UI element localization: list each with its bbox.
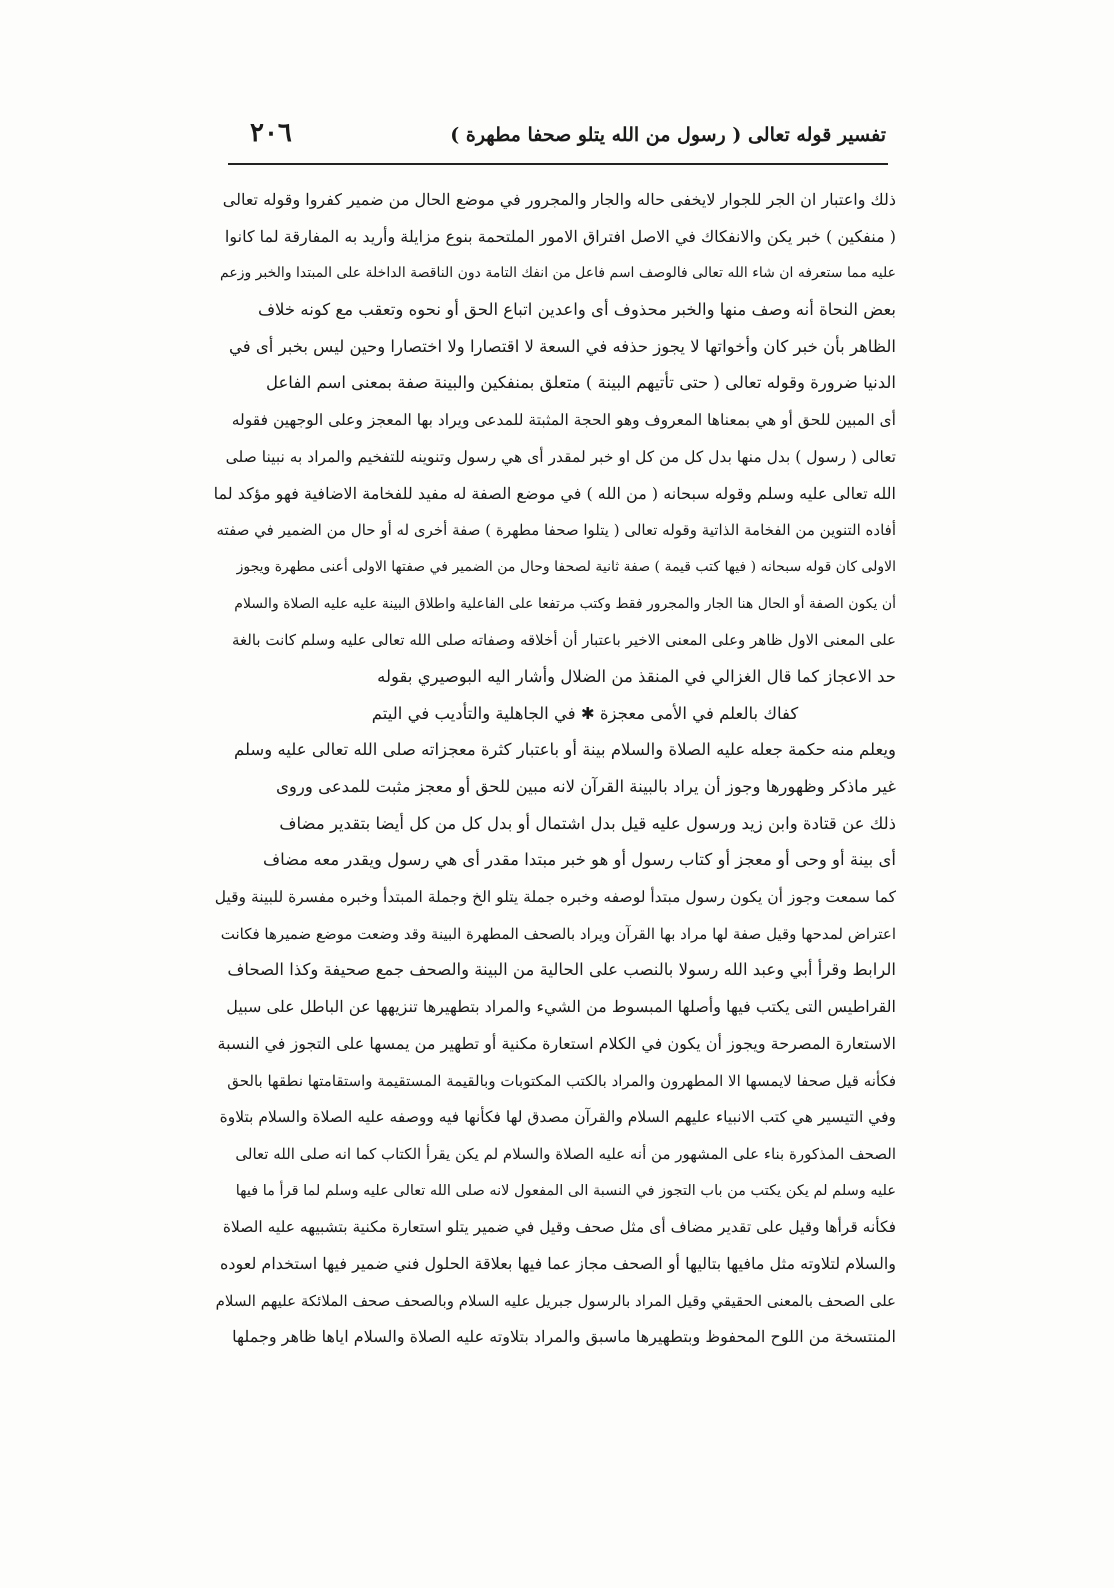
text-line: عليه وسلم لم يكن يكتب من باب التجوز في النسبة الى المفعول لانه صلى الله تعالى عليه وسلم لما قرأ ما فيها bbox=[235, 1182, 896, 1199]
running-title: تفسير قوله تعالى ( رسول من الله يتلو صحفا مطهرة ) bbox=[450, 124, 886, 146]
header-rule bbox=[228, 163, 888, 165]
text-line: فكأنه قيل صحفا لايمسها الا المطهرون والمراد بالكتب المكتوبات وبالقيمة المستقيمة واستقامتها نطقها بالحق bbox=[227, 1071, 896, 1090]
body-text bbox=[214, 182, 896, 1356]
text-line: ذلك عن قتادة وابن زيد ورسول عليه قيل بدل اشتمال أو بدل كل من كل أيضا بتقدير مضاف bbox=[279, 813, 896, 833]
text-line: ( منفكين ) خبر يكن والانفكاك في الاصل افتراق الامور الملتحمة بنوع مزايلة وأريد به المفارقة لما كانوا bbox=[224, 226, 896, 246]
text-line: المنتسخة من اللوح المحفوظ وبتطهيرها ماسبق والمراد بتلاوته عليه الصلاة والسلام اياها ظاهر وجملها bbox=[232, 1327, 896, 1347]
text-line: وفي التيسير هي كتب الانبياء عليهم السلام والقرآن مصدق لها فكأنها فيه ووصفه عليه الصلاة والسلام بتلاوة bbox=[219, 1108, 896, 1127]
text-line: الاولى كان قوله سبحانه ( فيها كتب قيمة ) صفة ثانية لصحفا وحال من الضمير في صفتها الاولى أعنى مطهرة ويجوز bbox=[236, 558, 896, 575]
text-line: بعض النحاة أنه وصف منها والخبر محذوف أى واعدين اتباع الحق أو نحوه وتعقب مع كونه خلاف bbox=[257, 300, 896, 320]
page-header bbox=[228, 118, 886, 156]
text-line: غير ماذكر وظهورها وجوز أن يراد بالبينة القرآن لانه مبين للحق أو معجز مثبت للمدعى وروى bbox=[276, 777, 896, 796]
text-line: تعالى ( رسول ) بدل منها بدل كل من كل او خبر لمقدر أى هي رسول وتنوينه للتفخيم والمراد به نبينا صلى bbox=[225, 447, 896, 466]
text-line: الصحف المذكورة بناء على المشهور من أنه عليه الصلاة والسلام لم يكن يقرأ الكتاب كما انه صلى الله تعالى bbox=[235, 1144, 896, 1163]
text-line: الدنيا ضرورة وقوله تعالى ( حتى تأتيهم البينة ) متعلق بمنفكين والبينة صفة بمعنى اسم الفاعل bbox=[265, 373, 896, 393]
text-line: القراطيس التى يكتب فيها وأصلها المبسوط من الشيء والمراد بتطهيرها تنزيهها عن الباطل على سبيل bbox=[226, 997, 896, 1017]
text-line: حد الاعجاز كما قال الغزالي في المنقذ من الضلال وأشار اليه البوصيري بقوله bbox=[377, 666, 896, 686]
page-number: ٢٠٦ bbox=[250, 118, 292, 148]
text-line: الرابط وقرأ أبي وعبد الله رسولا بالنصب على الحالية من البينة والصحف جمع صحيفة وكذا الصحاف bbox=[227, 960, 896, 980]
text-line: الله تعالى عليه وسلم وقوله سبحانه ( من الله ) في موضع الصفة له مفيد للفخامة الاضافية فهو مؤكد لما bbox=[214, 483, 896, 503]
text-line: الاستعارة المصرحة ويجوز أن يكون في الكلام استعارة مكنية أو تطهير من يمسها على التجوز في النسبة bbox=[217, 1033, 896, 1053]
verse-line: كفاك بالعلم في الأمى معجزة ✱ في الجاهلية والتأديب في اليتم bbox=[371, 703, 799, 723]
text-line: أن يكون الصفة أو الحال هنا الجار والمجرور فقط وكتب مرتفعا على الفاعلية واطلاق البينة عليه عليه الصلاة والسلام bbox=[234, 595, 896, 612]
text-line: أى المبين للحق أو هي بمعناها المعروف وهو الحجة المثبتة للمدعى ويراد بها المعجز وعلى الوجهين فقوله bbox=[231, 411, 896, 430]
text-line: عليه مما ستعرفه ان شاء الله تعالى فالوصف اسم فاعل من انفك التامة دون الناقصة الداخلة على المبتدا والخبر وزعم bbox=[220, 265, 896, 282]
text-line: الظاهر بأن خبر كان وأخواتها لا يجوز حذفه في السعة لا اقتصارا ولا اختصارا وحين ليس بخبر أى في bbox=[228, 336, 896, 356]
text-line: اعتراض لمدحها وقيل صفة لها مراد بها القرآن ويراد بالصحف المطهرة البينة وقد وضعت موضع ضميرها فكانت bbox=[220, 924, 896, 943]
text-line: أفاده التنوين من الفخامة الذاتية وقوله تعالى ( يتلوا صحفا مطهرة ) صفة أخرى له أو حال من الضمير في صفته bbox=[216, 521, 896, 540]
text-line: أى بينة أو وحى أو معجز أو كتاب رسول أو هو خبر مبتدا مقدر أى هي رسول ويقدر معه مضاف bbox=[262, 850, 896, 870]
text-line: على الصحف بالمعنى الحقيقي وقيل المراد بالرسول جبريل عليه السلام وبالصحف صحف الملائكة عليهم السلام bbox=[215, 1291, 896, 1310]
text-line: ذلك واعتبار ان الجر للجوار لايخفى حاله والجار والمجرور في موضع الحال من ضمير كفروا وقوله تعالى bbox=[222, 190, 896, 209]
text-line: والسلام لتلاوته مثل مافيها بتاليها أو الصحف مجاز عما فيها بعلاقة الحلول فني ضمير فيها استخدام لعوده bbox=[219, 1253, 896, 1273]
text-line: ويعلم منه حكمة جعله عليه الصلاة والسلام بينة أو باعتبار كثرة معجزاته صلى الله تعالى عليه وسلم bbox=[233, 740, 896, 760]
text-line: كما سمعت وجوز أن يكون رسول مبتدأ لوصفه وخبره جملة يتلو الخ وجملة المبتدأ وخبره مفسرة للبينة وقيل bbox=[214, 888, 896, 907]
text-line: على المعنى الاول ظاهر وعلى المعنى الاخير باعتبار أن أخلاقه وصفاته صلى الله تعالى عليه وسلم كانت بالغة bbox=[231, 631, 896, 650]
text-line: فكأنه قرأها وقيل على تقدير مضاف أى مثل صحف وقيل في ضمير يتلو استعارة مكنية بتشبيهه عليه الصلاة bbox=[222, 1218, 896, 1237]
